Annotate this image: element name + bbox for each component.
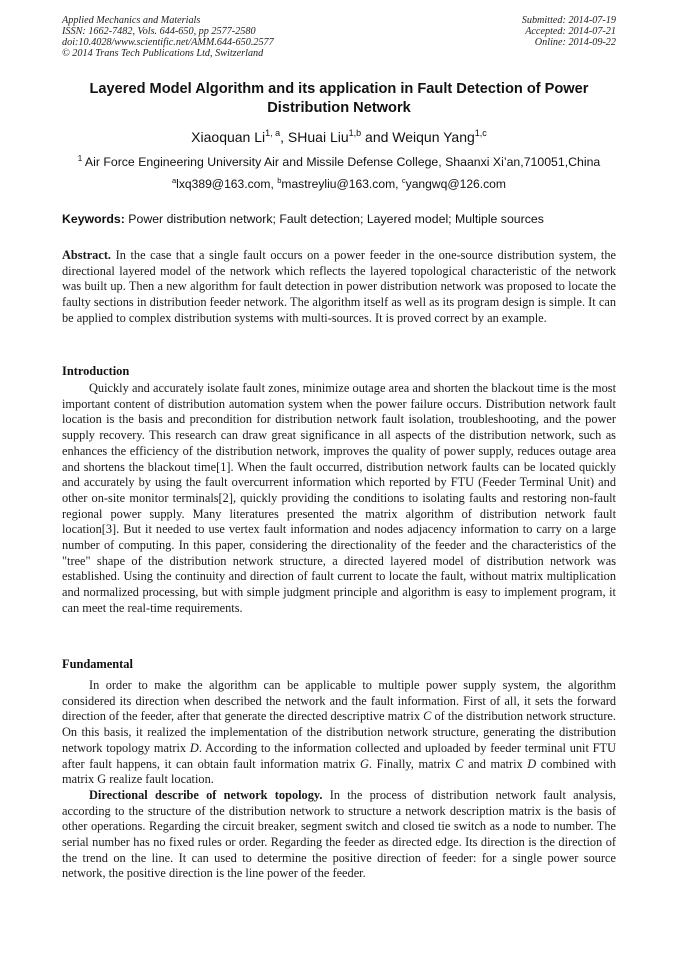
keywords-text: Power distribution network; Fault detection; Layered model; Multiple sources: [124, 212, 544, 226]
paragraph-text: and matrix: [463, 756, 528, 771]
paragraph-text: of the distribution network structure. On this basis, it realized the implementation of the distribution network structure, generating the distribution network topology matrix: [62, 709, 616, 755]
fundamental-paragraph-1: [62, 678, 616, 788]
journal-name: Applied Mechanics and Materials: [62, 15, 201, 26]
matrix-symbol: C: [455, 756, 464, 771]
affiliation-superscript: 1: [77, 154, 83, 163]
email-separator: ,: [395, 177, 402, 191]
introduction-paragraph: Quickly and accurately isolate fault zones, minimize outage area and shorten the blackout time is the most important content of distribution automation system when the power failure occurs. Distribution network fault location is the basis and precondition for distribution network fault isolation, troubleshooting, and the power supply recovery. This research can draw great significance in all aspects of the distribution network, such as enhances the efficiency of the distribution network, improves the quality of power supply, reduces outage area and shortens the blackout time[1]. When the fault occurred, distribution network faults can be located quickly and accurately by using the fault overcurrent information which reported by FTU (Feeder Terminal Unit) and other on-site monitor terminals[2], quickly providing the conditions to isolating faults and restoring non-fault regional power supply. Many literatures presented the matrix algorithm of distribution network fault location[3]. But it needed to use vertex fault information and nodes adjacency information to carry on a large number of computing. In this paper, considering the directionality of the feeder and the characteristics of the "tree" shape of the distribution network structure, a directed layered model of distribution network was established. Using the continuity and direction of fault current to locate the fault, without matrix multiplication and normalized processing, but with simple judgment principle and algorithm is easy to implement program, it can meet the real-time requirements.: [62, 381, 616, 615]
affiliation-text: Air Force Engineering University Air and Missile Defense College, Shaanxi Xi’an,710051,China: [82, 155, 601, 169]
matrix-symbol: C: [423, 709, 432, 724]
paragraph-text: . Finally, matrix: [368, 756, 456, 771]
publication-info: [62, 15, 274, 59]
abstract-label: Abstract.: [62, 248, 112, 262]
online-date: Online: 2014-09-22: [534, 37, 616, 48]
email-link: mastreyliu@163.com: [281, 177, 396, 191]
submitted-date: Submitted: 2014-07-19: [521, 15, 616, 26]
fundamental-paragraph-2: [62, 788, 616, 882]
abstract-paragraph: [62, 248, 616, 327]
author-name: SHuai Liu: [287, 129, 349, 145]
author-superscript: 1,b: [348, 128, 362, 138]
author-superscript: 1, a: [265, 128, 281, 138]
email-superscript: b: [277, 176, 282, 185]
email-superscript: a: [171, 176, 177, 185]
author-list: [0, 128, 678, 146]
doi-line: doi:10.4028/www.scientific.net/AMM.644-650.2577: [62, 37, 274, 48]
issn-line: ISSN: 1662-7482, Vols. 644-650, pp 2577-2580: [62, 26, 256, 37]
paper-title: [50, 80, 628, 118]
email-link: lxq389@163.com: [176, 177, 271, 191]
author-name: Weiqun Yang: [392, 129, 475, 145]
email-separator: ,: [270, 177, 278, 191]
affiliation: [0, 155, 678, 170]
paragraph-text: . According to the information collected and uploaded by feeder terminal unit FTU after fault happens, it can obtain fault information matrix: [62, 740, 616, 771]
author-emails: [0, 177, 678, 192]
abstract-text: In the case that a single fault occurs on a power feeder in the one-source distribution system, the directional layered model of the network which reflects the layered topological characteristic of the network was built up. Then a new algorithm for fault detection in power distribution network was proposed to locate the faulty sections in distribution feeder network. The algorithm itself as well as its program design is simple. It can be applied to complex distribution systems with multi-sources. It is proved correct by an example.: [62, 248, 616, 325]
title-line-2: Distribution Network: [267, 100, 411, 116]
introduction-section: [62, 381, 616, 617]
matrix-symbol: D: [527, 756, 537, 771]
author-superscript: 1,c: [474, 128, 487, 138]
author-separator: and: [361, 129, 393, 145]
run-in-heading: Directional describe of network topology.: [89, 787, 323, 802]
author-separator: ,: [280, 129, 288, 145]
paragraph-text: combined with matrix G realize fault location.: [62, 756, 617, 787]
matrix-symbol: G: [360, 756, 369, 771]
copyright-line: © 2014 Trans Tech Publications Ltd, Switzerland: [62, 48, 264, 59]
keywords: [62, 212, 622, 227]
keywords-label: Keywords:: [62, 212, 125, 226]
publication-dates: [522, 15, 616, 48]
email-link: yangwq@126.com: [405, 177, 506, 191]
fundamental-section: [62, 678, 616, 882]
author-name: Xiaoquan Li: [191, 129, 266, 145]
matrix-symbol: D: [189, 740, 199, 755]
title-line-1: Layered Model Algorithm and its application in Fault Detection of Power: [89, 81, 589, 97]
email-superscript: c: [401, 176, 406, 185]
accepted-date: Accepted: 2014-07-21: [525, 26, 616, 37]
paragraph-text: In the process of distribution network fault analysis, according to the structure of the distribution network to structure a network description matrix is the basis of other operations. Regarding the circuit breaker, segment switch and closed tie switch as a node to number. The serial number has no fixed rules or order. Regarding the feeder as directed edge. Its direction is the direction of the trend on the line. It can used to determine the positive direction of feeder: for a single power source network, the positive direction is the line power of the feeder.: [62, 787, 616, 881]
fundamental-heading: Fundamental: [62, 657, 133, 671]
abstract: [62, 248, 616, 327]
introduction-heading: Introduction: [62, 364, 130, 378]
paragraph-text: In order to make the algorithm can be applicable to multiple power supply system, the algorithm considered its direction when described the network and the fault information. First of all, it sets the forward direction of the feeder, after that generate the directed descriptive matrix: [62, 678, 616, 724]
